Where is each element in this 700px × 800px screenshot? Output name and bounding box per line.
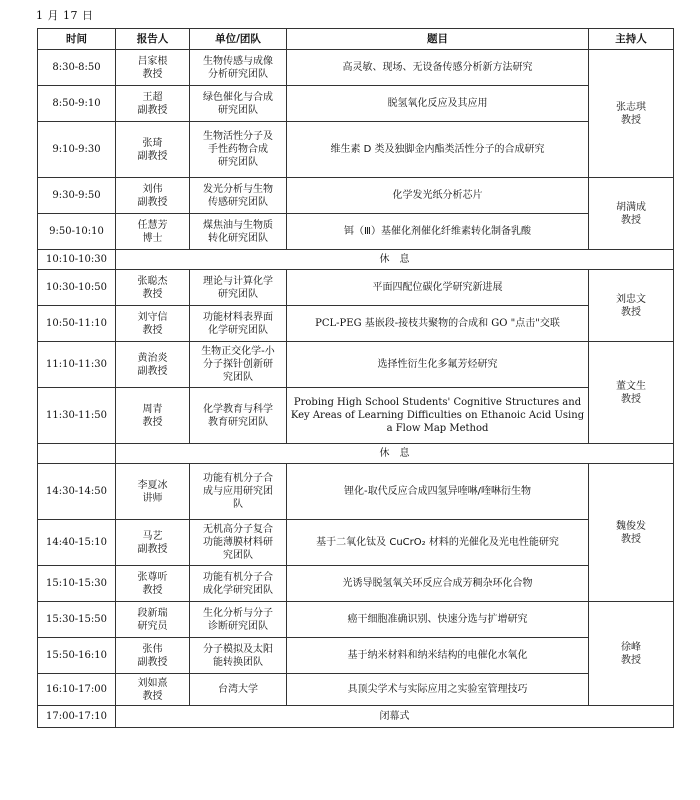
speaker-rank: 副教授	[137, 104, 168, 116]
unit-line: 队	[233, 499, 243, 510]
table-row	[38, 520, 674, 566]
title-cell: 化学发光纸分析芯片	[287, 178, 589, 214]
time-cell: 9:50-10:10	[38, 214, 116, 250]
host-cell	[589, 342, 674, 444]
table-row	[38, 86, 674, 122]
unit-cell	[190, 86, 287, 122]
speaker-name: 张聪杰	[137, 275, 168, 287]
unit-cell	[190, 520, 287, 566]
unit-line: 功能有机分子合	[203, 473, 273, 484]
speaker-name: 张伟	[142, 643, 163, 655]
unit-cell	[190, 178, 287, 214]
unit-cell	[190, 50, 287, 86]
unit-line: 化学研究团队	[208, 324, 268, 336]
unit-line: 生化分析与分子	[203, 607, 273, 619]
title-cell: 具顶尖学术与实际应用之实验室管理技巧	[287, 674, 589, 706]
unit-line: 绿色催化与合成	[203, 91, 273, 103]
table-row	[38, 464, 674, 520]
table-row	[38, 342, 674, 388]
unit-line: 煤焦油与生物质	[203, 219, 273, 231]
host-cell	[589, 178, 674, 250]
host-cell	[589, 270, 674, 342]
speaker-rank: 教授	[142, 584, 163, 596]
header-title: 题目	[287, 29, 589, 50]
host-rank: 教授	[621, 214, 641, 226]
table-row	[38, 674, 674, 706]
speaker-name: 段新瑞	[137, 607, 168, 619]
unit-line: 究团队	[223, 372, 253, 383]
unit-cell	[190, 388, 287, 444]
table-row	[38, 178, 674, 214]
speaker-name: 王超	[142, 91, 163, 103]
break-label: 休 息	[116, 444, 674, 464]
unit-line: 研究团队	[218, 288, 258, 300]
unit-line: 生物正交化学-小	[201, 346, 275, 357]
date-label: 1 月 17 日	[36, 9, 94, 22]
table-row	[38, 270, 674, 306]
host-name: 徐峰	[621, 641, 641, 653]
host-rank: 教授	[621, 393, 641, 405]
table-row	[38, 50, 674, 86]
unit-cell	[190, 464, 287, 520]
title-cell: 光诱导脱氢氧关环反应合成芳稠杂环化合物	[287, 566, 589, 602]
title-cell: 脱氢氧化反应及其应用	[287, 86, 589, 122]
unit-line: 无机高分子复合	[203, 524, 273, 535]
time-cell: 16:10-17:00	[38, 674, 116, 706]
unit-cell	[190, 306, 287, 342]
speaker-rank: 副教授	[137, 196, 168, 208]
unit-line: 分析研究团队	[208, 68, 268, 80]
host-rank: 教授	[621, 114, 641, 126]
unit-line: 成与应用研究团	[203, 486, 273, 497]
speaker-name: 刘伟	[142, 183, 163, 195]
host-cell	[589, 50, 674, 178]
time-cell: 9:10-9:30	[38, 122, 116, 178]
speaker-name: 刘守信	[137, 311, 168, 323]
unit-line: 分子模拟及太阳	[203, 643, 273, 655]
title-cell: 平面四配位碳化学研究新进展	[287, 270, 589, 306]
speaker-rank: 副教授	[137, 365, 168, 377]
unit-line: 功能材料表界面	[203, 311, 273, 323]
unit-cell	[190, 342, 287, 388]
unit-line: 究团队	[223, 550, 253, 561]
table-row	[38, 638, 674, 674]
speaker-name: 张琦	[142, 137, 163, 149]
speaker-cell	[116, 50, 190, 86]
unit-line: 理论与计算化学	[203, 275, 273, 287]
time-cell: 15:50-16:10	[38, 638, 116, 674]
speaker-rank: 教授	[142, 690, 163, 702]
speaker-cell	[116, 638, 190, 674]
speaker-name: 吕家根	[137, 55, 168, 67]
speaker-rank: 副教授	[137, 656, 168, 668]
unit-line: 研究团队	[218, 157, 258, 168]
speaker-rank: 副教授	[137, 150, 168, 162]
speaker-name: 黄治炎	[137, 352, 168, 364]
speaker-cell	[116, 464, 190, 520]
speaker-name: 刘如熹	[137, 677, 168, 689]
unit-cell	[190, 270, 287, 306]
unit-cell	[190, 566, 287, 602]
speaker-name: 张尊听	[137, 571, 168, 583]
table-row	[38, 602, 674, 638]
unit-line: 传感研究团队	[208, 196, 268, 208]
host-cell	[589, 464, 674, 602]
speaker-cell	[116, 270, 190, 306]
time-cell: 11:10-11:30	[38, 342, 116, 388]
time-cell: 8:50-9:10	[38, 86, 116, 122]
break-label: 闭幕式	[116, 706, 674, 728]
speaker-cell	[116, 602, 190, 638]
host-rank: 教授	[621, 533, 641, 545]
unit-line: 发光分析与生物	[203, 183, 273, 195]
header-time: 时间	[38, 29, 116, 50]
host-name: 刘忠文	[616, 293, 646, 305]
speaker-cell	[116, 178, 190, 214]
time-cell: 17:00-17:10	[38, 706, 116, 728]
title-cell: 铒（Ⅲ）基催化剂催化纤维素转化制备乳酸	[287, 214, 589, 250]
table-row	[38, 388, 674, 444]
speaker-name: 周青	[142, 403, 163, 415]
header-unit: 单位/团队	[190, 29, 287, 50]
unit-line: 转化研究团队	[208, 232, 268, 244]
speaker-rank: 博士	[142, 232, 163, 244]
speaker-name: 任慧芳	[137, 219, 168, 231]
unit-line: 生物传感与成像	[203, 55, 273, 67]
time-cell: 14:30-14:50	[38, 464, 116, 520]
unit-cell	[190, 122, 287, 178]
unit-line: 诊断研究团队	[208, 620, 268, 632]
table-row	[38, 566, 674, 602]
unit-cell	[190, 638, 287, 674]
speaker-rank: 教授	[142, 288, 163, 300]
title-cell: 高灵敏、现场、无设备传感分析新方法研究	[287, 50, 589, 86]
time-cell: 10:30-10:50	[38, 270, 116, 306]
table-row	[38, 214, 674, 250]
unit-line: 研究团队	[218, 104, 258, 116]
schedule-table	[37, 28, 674, 728]
time-cell: 9:30-9:50	[38, 178, 116, 214]
title-cell: 癌干细胞准确识别、快速分选与扩增研究	[287, 602, 589, 638]
speaker-cell	[116, 306, 190, 342]
table-row	[38, 706, 674, 728]
speaker-cell	[116, 388, 190, 444]
header-host: 主持人	[589, 29, 674, 50]
speaker-name: 李夏冰	[137, 479, 168, 491]
host-cell	[589, 602, 674, 706]
host-name: 魏俊发	[616, 520, 646, 532]
time-cell: 8:30-8:50	[38, 50, 116, 86]
schedule-body	[38, 50, 674, 728]
speaker-cell	[116, 214, 190, 250]
unit-line: 教育研究团队	[208, 416, 268, 428]
table-row	[38, 306, 674, 342]
speaker-cell	[116, 566, 190, 602]
speaker-rank: 教授	[142, 68, 163, 80]
title-cell: Probing High School Students' Cognitive Structures and Key Areas of Learning Difficulties on Ethanoic Acid Using a Flow Map Method	[287, 388, 589, 444]
unit-line: 分子探针创新研	[203, 359, 273, 370]
host-name: 董文生	[616, 380, 646, 392]
unit-cell	[190, 674, 287, 706]
host-name: 张志琪	[616, 101, 646, 113]
speaker-cell	[116, 86, 190, 122]
title-cell: 锂化-取代反应合成四氢异喹啉/喹啉衍生物	[287, 464, 589, 520]
time-cell: 15:30-15:50	[38, 602, 116, 638]
title-cell: 维生素 D 类及独脚金内酯类活性分子的合成研究	[287, 122, 589, 178]
unit-cell	[190, 214, 287, 250]
unit-line: 生物活性分子及	[203, 131, 273, 142]
table-row	[38, 122, 674, 178]
unit-line: 功能薄膜材料研	[203, 537, 273, 548]
title-cell: 基于纳米材料和纳米结构的电催化水氧化	[287, 638, 589, 674]
unit-line: 成化学研究团队	[203, 584, 273, 596]
time-cell	[38, 444, 116, 464]
speaker-rank: 副教授	[137, 543, 168, 555]
time-cell: 10:50-11:10	[38, 306, 116, 342]
host-name: 胡满成	[616, 201, 646, 213]
unit-line: 台湾大学	[218, 684, 258, 695]
time-cell: 15:10-15:30	[38, 566, 116, 602]
speaker-name: 马艺	[142, 530, 163, 542]
host-rank: 教授	[621, 654, 641, 666]
break-label: 休 息	[116, 250, 674, 270]
unit-line: 能转换团队	[213, 656, 263, 668]
time-cell: 10:10-10:30	[38, 250, 116, 270]
speaker-cell	[116, 342, 190, 388]
title-cell: 选择性衍生化多氟芳烃研究	[287, 342, 589, 388]
speaker-cell	[116, 520, 190, 566]
title-cell: 基于二氧化钛及 CuCrO₂ 材料的光催化及光电性能研究	[287, 520, 589, 566]
host-rank: 教授	[621, 306, 641, 318]
unit-cell	[190, 602, 287, 638]
unit-line: 功能有机分子合	[203, 571, 273, 583]
speaker-rank: 研究员	[137, 620, 168, 632]
table-row	[38, 250, 674, 270]
title-cell: PCL-PEG 基嵌段-接枝共聚物的合成和 GO "点击"交联	[287, 306, 589, 342]
time-cell: 11:30-11:50	[38, 388, 116, 444]
time-cell: 14:40-15:10	[38, 520, 116, 566]
speaker-cell	[116, 674, 190, 706]
unit-line: 手性药物合成	[208, 144, 268, 155]
table-row	[38, 444, 674, 464]
speaker-rank: 教授	[142, 416, 163, 428]
speaker-rank: 教授	[142, 324, 163, 336]
unit-line: 化学教育与科学	[203, 403, 273, 415]
speaker-rank: 讲师	[142, 492, 163, 504]
header-speaker: 报告人	[116, 29, 190, 50]
speaker-cell	[116, 122, 190, 178]
header-row	[38, 29, 674, 50]
